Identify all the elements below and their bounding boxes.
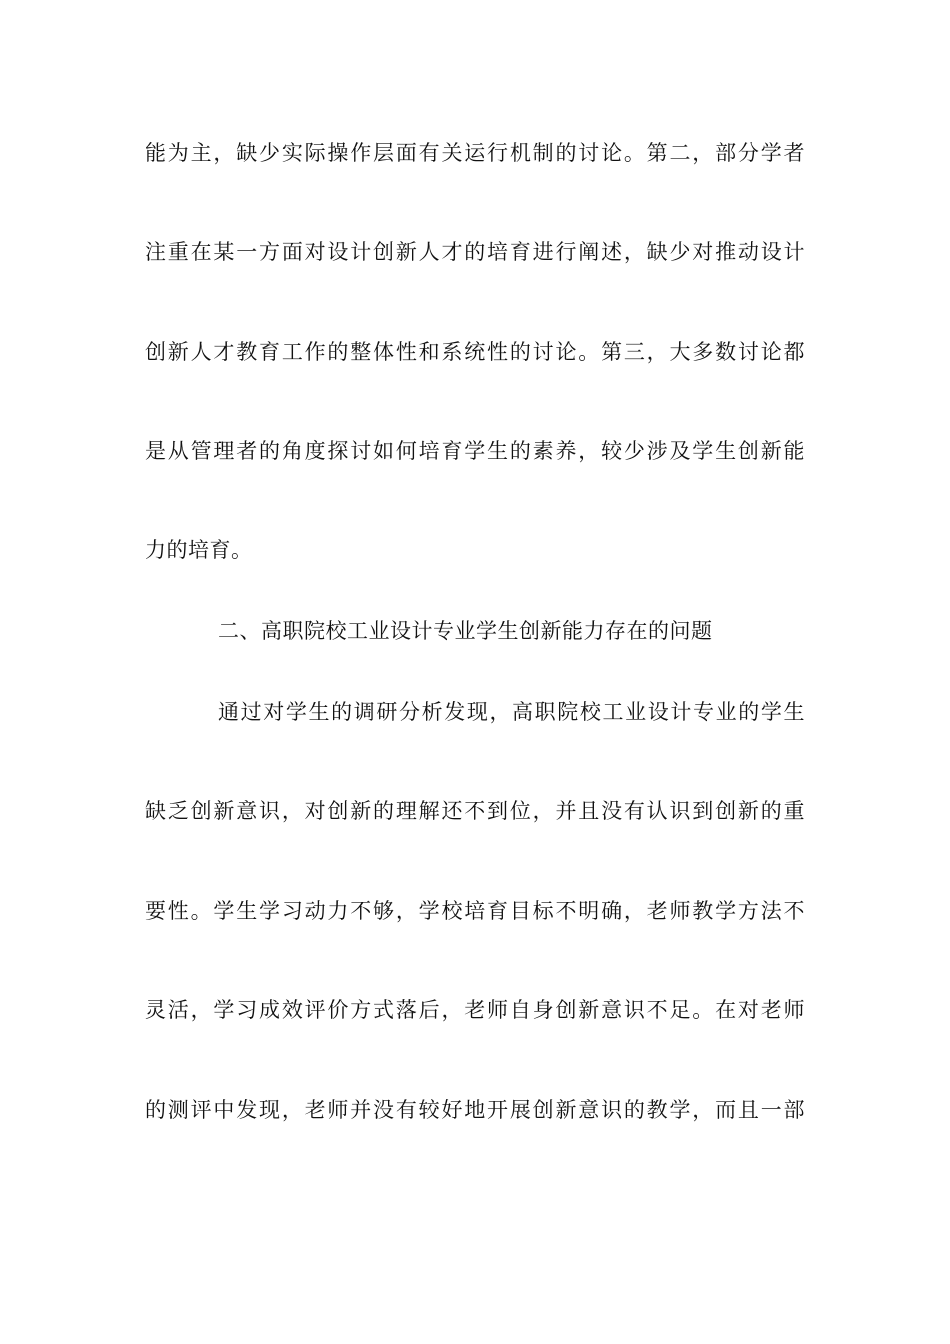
- paragraph-2-line-1: 通过对学生的调研分析发现，高职院校工业设计专业的学生: [218, 700, 805, 724]
- paragraph-2-line-2: 缺乏创新意识，对创新的理解还不到位，并且没有认识到创新的重: [145, 799, 805, 823]
- paragraph-2-line-4: 灵活，学习成效评价方式落后，老师自身创新意识不足。在对老师: [145, 998, 805, 1022]
- paragraph-2-line-3: 要性。学生学习动力不够，学校培育目标不明确，老师教学方法不: [145, 899, 805, 923]
- section-heading: 二、高职院校工业设计专业学生创新能力存在的问题: [218, 619, 713, 643]
- paragraph-1-line-4: 是从管理者的角度探讨如何培育学生的素养，较少涉及学生创新能: [145, 439, 805, 463]
- paragraph-1-line-2: 注重在某一方面对设计创新人才的培育进行阐述，缺少对推动设计: [145, 240, 805, 264]
- paragraph-1-line-1: 能为主，缺少实际操作层面有关运行机制的讨论。第二，部分学者: [145, 141, 805, 165]
- paragraph-1-line-3: 创新人才教育工作的整体性和系统性的讨论。第三，大多数讨论都: [145, 340, 805, 364]
- paragraph-1-line-5: 力的培育。: [145, 538, 253, 562]
- paragraph-2-line-5: 的测评中发现，老师并没有较好地开展创新意识的教学，而且一部: [145, 1098, 805, 1122]
